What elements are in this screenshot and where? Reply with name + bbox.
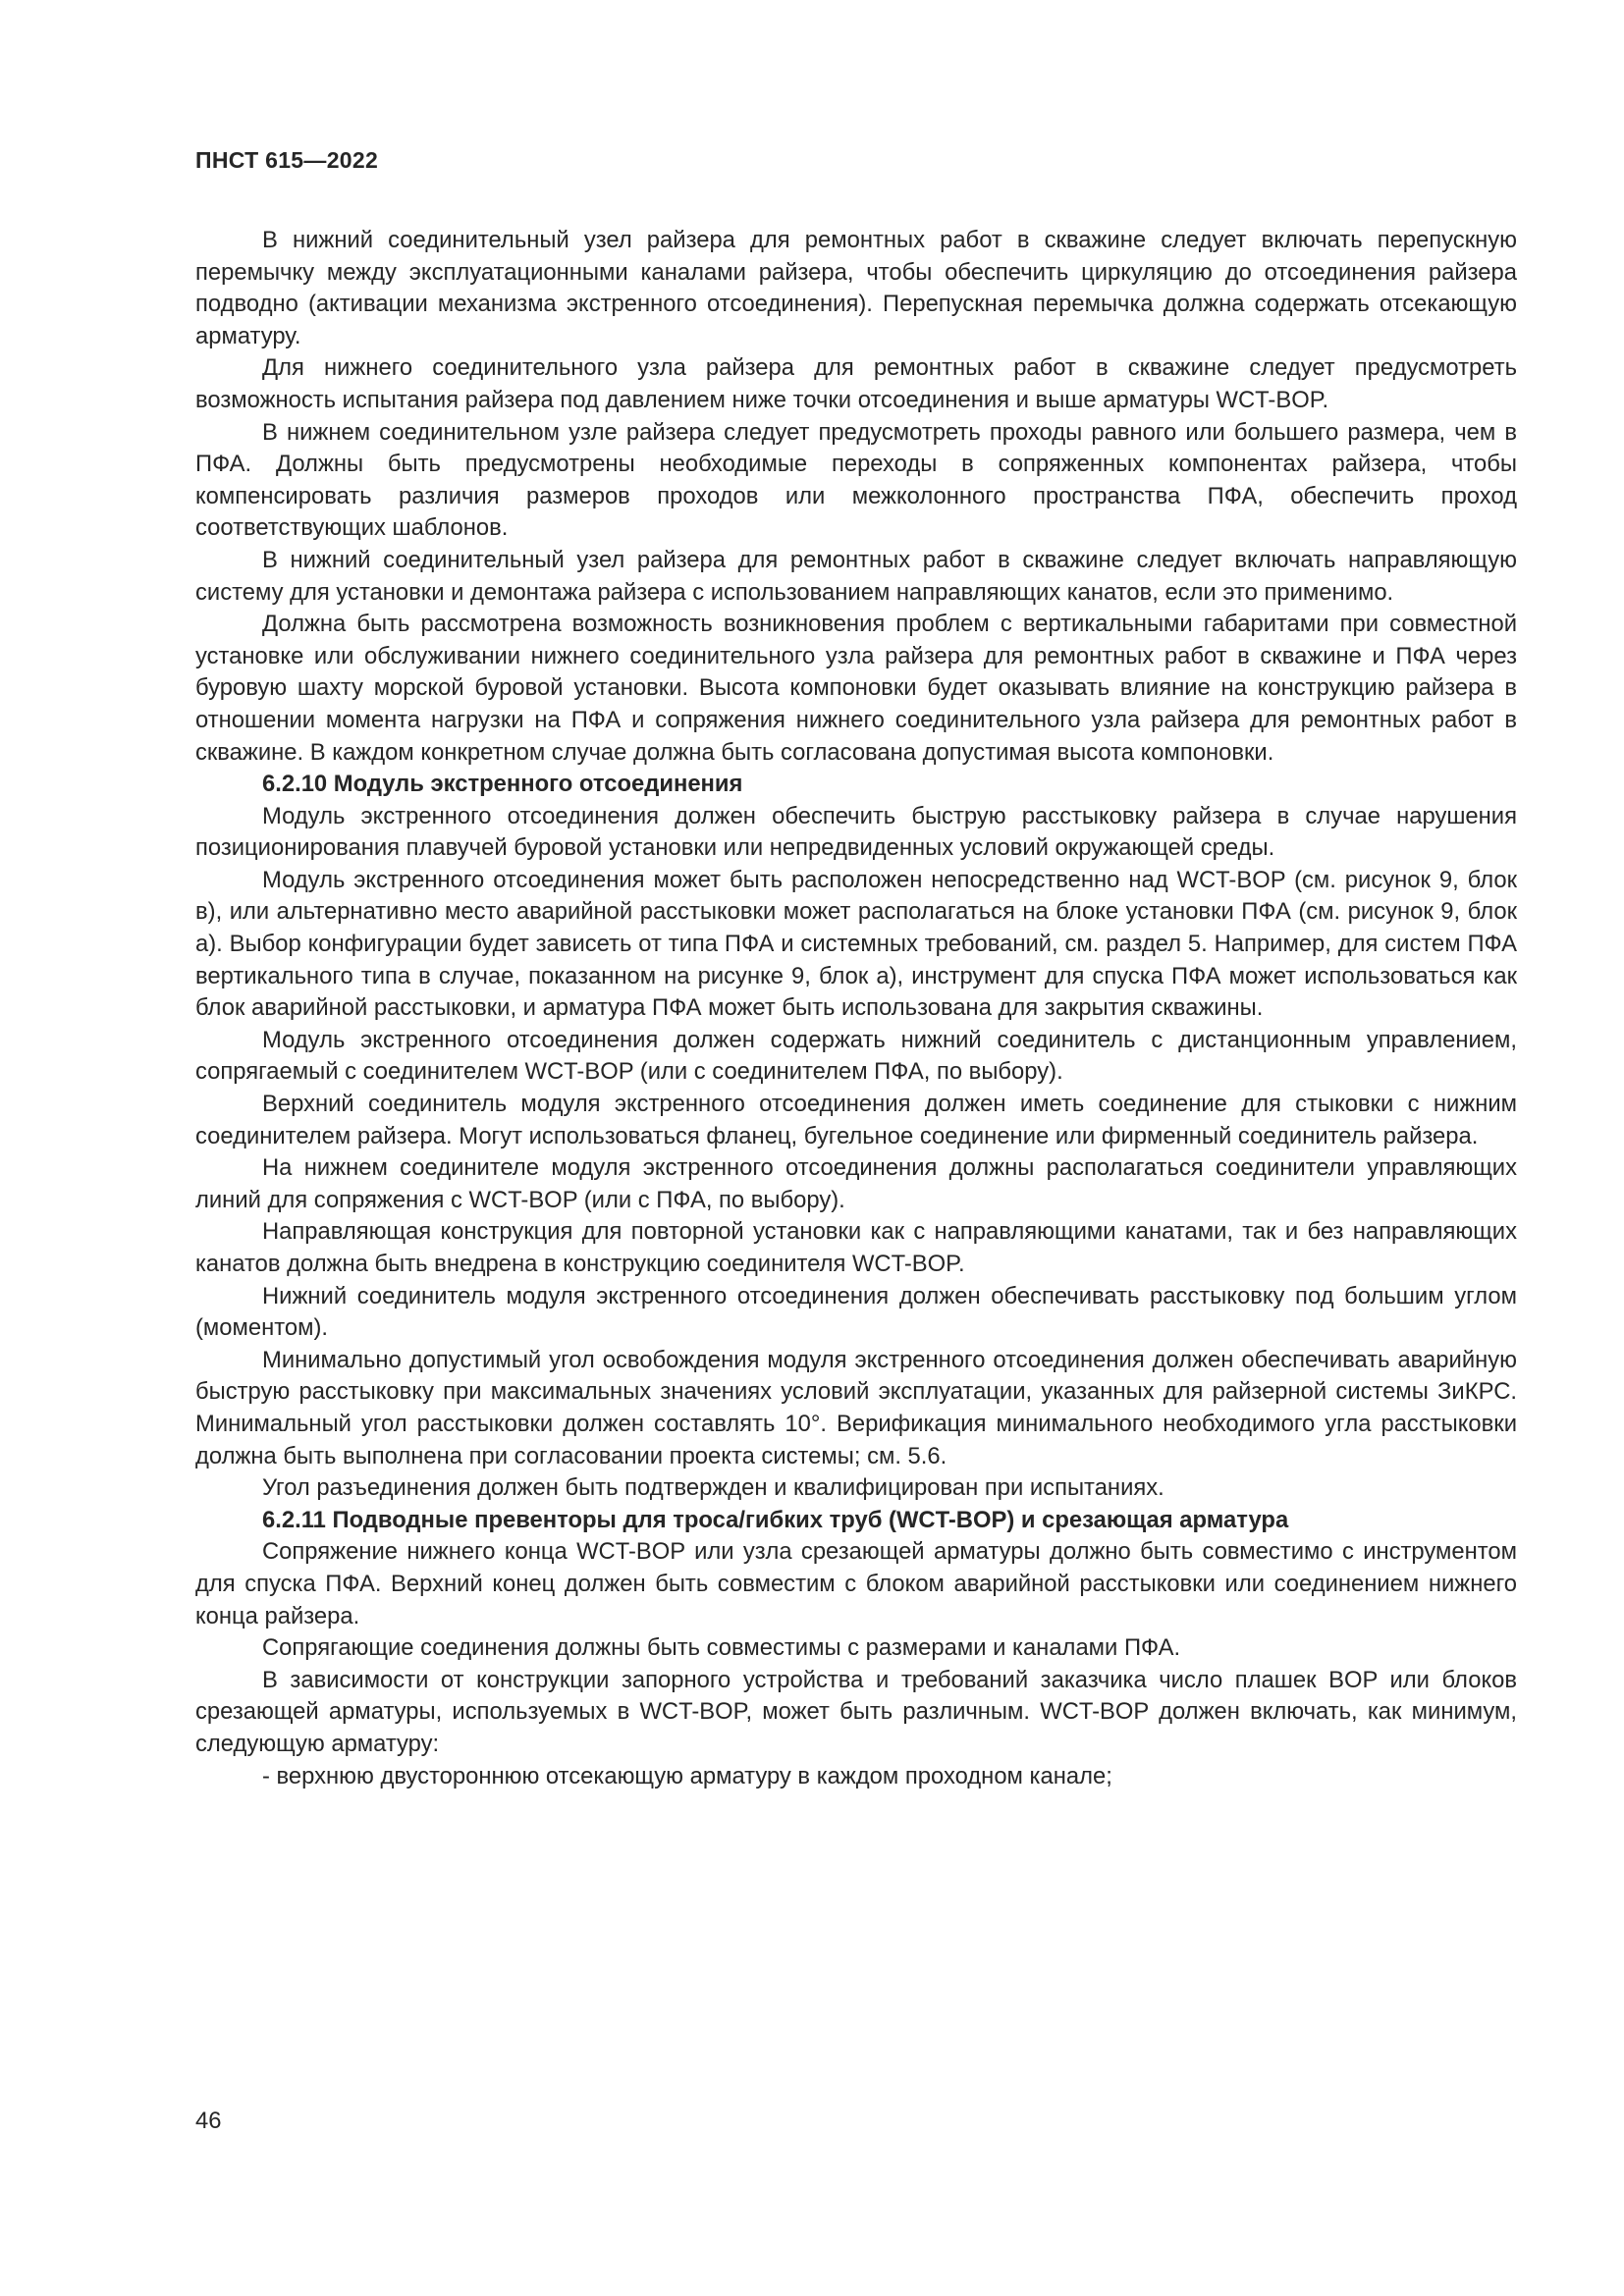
- list-item: - верхнюю двустороннюю отсекающую арматуру в каждом проходном канале;: [262, 1762, 1112, 1789]
- paragraph: Верхний соединитель модуля экстренного отсоединения должен иметь соединение для стыковки с нижним соединителем райзера. Могут использоваться фланец, бугельное соединение или фирменный соединитель райзера.: [195, 1091, 1517, 1149]
- page-body: [195, 225, 1517, 1792]
- section-heading-6-2-10: 6.2.10 Модуль экстренного отсоединения: [262, 771, 743, 798]
- paragraph: Направляющая конструкция для повторной установки как с направляющими канатами, так и без направляющих канатов должна быть внедрена в конструкцию соединителя WCT-BOP.: [195, 1218, 1517, 1277]
- paragraph: Сопряжение нижнего конца WCT-BOP или узла срезающей арматуры должно быть совместимо с инструментом для спуска ПФА. Верхний конец должен быть совместим с блоком аварийной расстыковки или соединением нижнего конца райзера.: [195, 1538, 1517, 1629]
- paragraph: В нижний соединительный узел райзера для ремонтных работ в скважине следует включать перепускную перемычку между эксплуатационными каналами райзера, чтобы обеспечить циркуляцию до отсоединения райзера подводно (активации механизма экстренного отсоединения). Перепускная перемычка должна содержать отсекающую арматуру.: [195, 227, 1517, 349]
- paragraph: Должна быть рассмотрена возможность возникновения проблем с вертикальными габаритами при совместной установке или обслуживании нижнего соединительного узла райзера для ремонтных работ в скважине и ПФА через буровую шахту морской буровой установки. Высота компоновки будет оказывать влияние на конструкцию райзера в отношении момента нагрузки на ПФА и сопряжения нижнего соединительного узла райзера для ремонтных работ в скважине. В каждом конкретном случае должна быть согласована допустимая высота компоновки.: [195, 611, 1517, 766]
- paragraph: Угол разъединения должен быть подтвержден и квалифицирован при испытаниях.: [262, 1474, 1164, 1502]
- paragraph: На нижнем соединителе модуля экстренного отсоединения должны располагаться соединители управляющих линий для сопряжения с WCT-BOP (или с ПФА, по выбору).: [195, 1154, 1517, 1213]
- page-number: 46: [195, 2108, 222, 2134]
- paragraph: Модуль экстренного отсоединения должен обеспечить быструю расстыковку райзера в случае нарушения позиционирования плавучей буровой установки или непредвиденных условий окружающей среды.: [195, 802, 1517, 862]
- paragraph: Нижний соединитель модуля экстренного отсоединения должен обеспечивать расстыковку под большим углом (моментом).: [195, 1282, 1517, 1342]
- paragraph: Модуль экстренного отсоединения может быть расположен непосредственно над WCT-BOP (см. рисунок 9, блок в), или альтернативно место аварийной расстыковки может располагаться на блоке установки ПФА (см. рисунок 9, блок а). Выбор конфигурации будет зависеть от типа ПФА и системных требований, см. раздел 5. Например, для систем ПФА вертикального типа в случае, показанном на рисунке 9, блок а), инструмент для спуска ПФА может использоваться как блок аварийной расстыковки, и арматура ПФА может быть использована для закрытия скважины.: [195, 866, 1517, 1022]
- document-code-header: ПНСТ 615—2022: [195, 147, 379, 173]
- section-heading-6-2-11: 6.2.11 Подводные превенторы для троса/гибких труб (WCT-BOP) и срезающая арматура: [262, 1506, 1289, 1533]
- paragraph: Сопрягающие соединения должны быть совместимы с размерами и каналами ПФА.: [262, 1634, 1181, 1662]
- paragraph: Минимально допустимый угол освобождения модуля экстренного отсоединения должен обеспечивать аварийную быструю расстыковку при максимальных значениях условий эксплуатации, указанных для райзерной системы ЗиКРС. Минимальный угол расстыковки должен составлять 10°. Верификация минимального необходимого угла расстыковки должна быть выполнена при согласовании проекта системы; см. 5.6.: [195, 1346, 1517, 1469]
- paragraph: Модуль экстренного отсоединения должен содержать нижний соединитель с дистанционным управлением, сопрягаемый с соединителем WCT-BOP (или с соединителем ПФА, по выбору).: [195, 1026, 1517, 1086]
- paragraph: В нижнем соединительном узле райзера следует предусмотреть проходы равного или большего размера, чем в ПФА. Должны быть предусмотрены необходимые переходы в сопряженных компонентах райзера, чтобы компенсировать различия размеров проходов или межколонного пространства ПФА, обеспечить проход соответствующих шаблонов.: [195, 418, 1517, 542]
- paragraph: В зависимости от конструкции запорного устройства и требований заказчика число плашек BOP или блоков срезающей арматуры, используемых в WCT-BOP, может быть различным. WCT-BOP должен включать, как минимум, следующую арматуру:: [195, 1666, 1517, 1757]
- paragraph: Для нижнего соединительного узла райзера для ремонтных работ в скважине следует предусмотреть возможность испытания райзера под давлением ниже точки отсоединения и выше арматуры WCT-BOP.: [195, 354, 1517, 413]
- paragraph: В нижний соединительный узел райзера для ремонтных работ в скважине следует включать направляющую систему для установки и демонтажа райзера с использованием направляющих канатов, если это применимо.: [195, 546, 1517, 606]
